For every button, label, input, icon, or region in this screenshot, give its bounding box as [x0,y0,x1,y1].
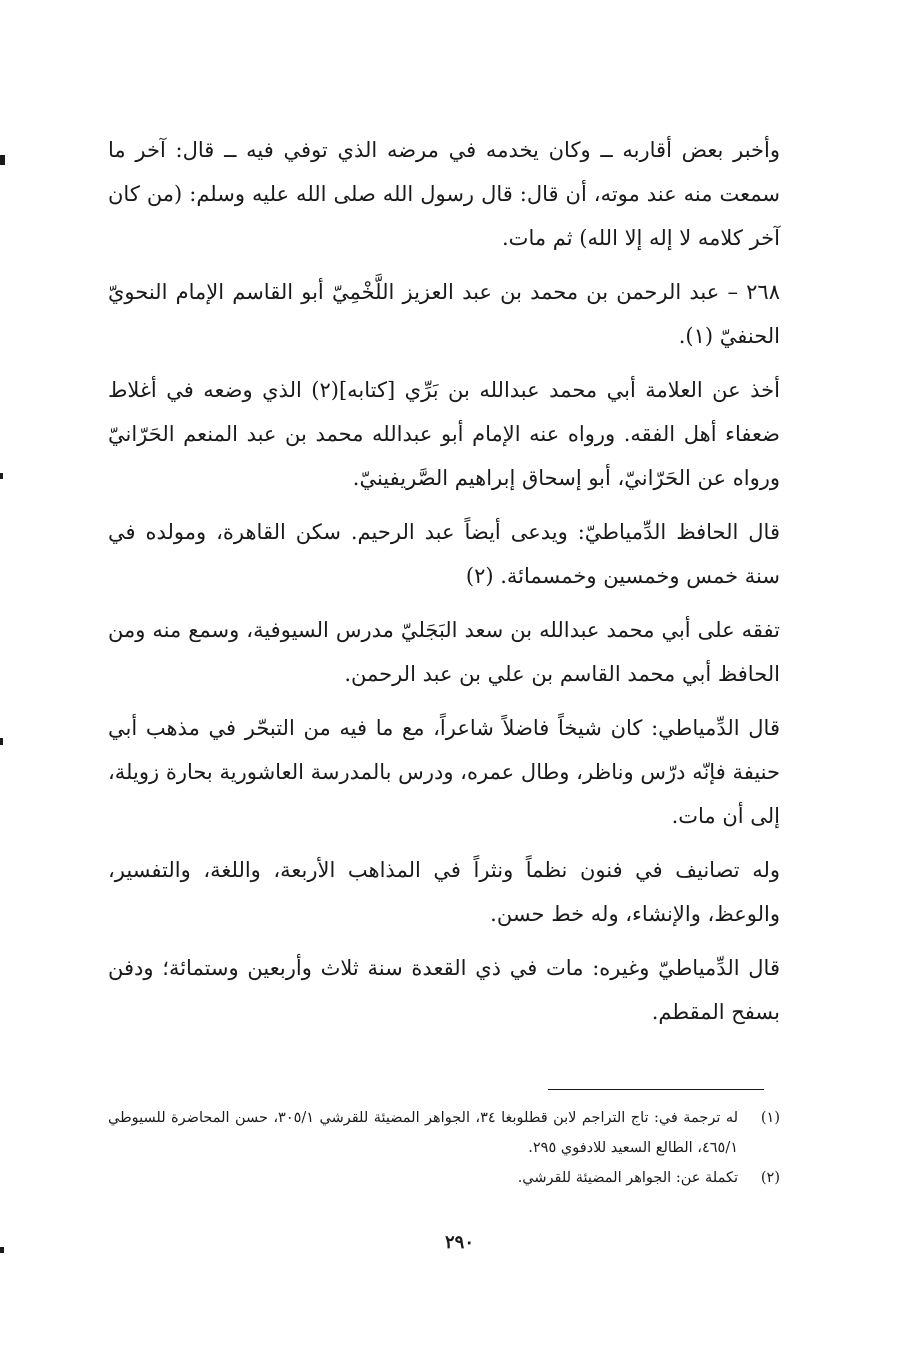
paragraph-6: قال الدِّمياطي: كان شيخاً فاضلاً شاعراً، مع ما فيه من التبحّر في مذهب أبي حنيفة فإنّه درّس وناظر، وطال عمره، ودرس بالمدرسة العاشورية بحارة زويلة، إلى أن مات. [108,716,780,828]
footnote-number: (٢) [760,1170,780,1186]
paragraph-3: أخذ عن العلامة أبي محمد عبدالله بن بَرِّي [كتابه](٢) الذي وضعه في أغلاط ضعفاء أهل الفقه. ورواه عنه الإمام أبو عبدالله محمد بن عبد المنعم الحَرّانيّ ورواه عن الحَرّانيّ، أبو إسحاق إبراهيم الصَّريفينيّ. [108,378,780,490]
footnote-2 [108,1163,780,1193]
footnote-separator [548,1089,764,1090]
scan-mark [0,155,5,165]
paragraph-8: قال الدِّمياطيّ وغيره: مات في ذي القعدة سنة ثلاث وأربعين وستمائة؛ ودفن بسفح المقطم. [108,956,780,1024]
scan-mark [0,473,3,479]
paragraph-5: تفقه على أبي محمد عبدالله بن سعد البَجَليّ مدرس السيوفية، وسمع منه ومن الحافظ أبي محمد القاسم بن علي بن عبد الرحمن. [108,618,780,686]
footnote-1 [108,1103,780,1163]
main-text [108,128,780,1044]
paragraph-7: وله تصانيف في فنون نظماً ونثراً في المذاهب الأربعة، واللغة، والتفسير، والوعظ، والإنشاء، وله خط حسن. [108,858,780,926]
page-number: ٢٩٠ [444,1232,474,1253]
scan-mark [0,738,3,745]
paragraph-4: قال الحافظ الدِّمياطيّ: ويدعى أيضاً عبد الرحيم. سكن القاهرة، ومولده في سنة خمس وخمسين وخمسمائة. (٢) [108,520,780,588]
footnote-text: تكملة عن: الجواهر المضيئة للقرشي. [517,1170,738,1186]
scan-mark [0,1247,4,1253]
footnote-number: (١) [760,1110,780,1126]
paragraph-1: وأخبر بعض أقاربه ــ وكان يخدمه في مرضه الذي توفي فيه ــ قال: آخر ما سمعت منه عند موته، أن قال: قال رسول الله صلى الله عليه وسلم: (من كان آخر كلامه لا إله إلا الله) ثم مات. [108,138,780,250]
paragraph-2-entry-268: ٢٦٨ – عبد الرحمن بن محمد بن عبد العزيز اللَّخْمِيّ أبو القاسم الإمام النحويّ الحنفيّ (١). [108,280,780,348]
footnote-text: له ترجمة في: تاج التراجم لابن قطلوبغا ٣٤، الجواهر المضيئة للقرشي ٣٠٥/١، حسن المحاضرة للسيوطي ٤٦٥/١، الطالع السعيد للادفوي ٢٩٥. [108,1110,739,1156]
footnotes [108,1103,780,1193]
